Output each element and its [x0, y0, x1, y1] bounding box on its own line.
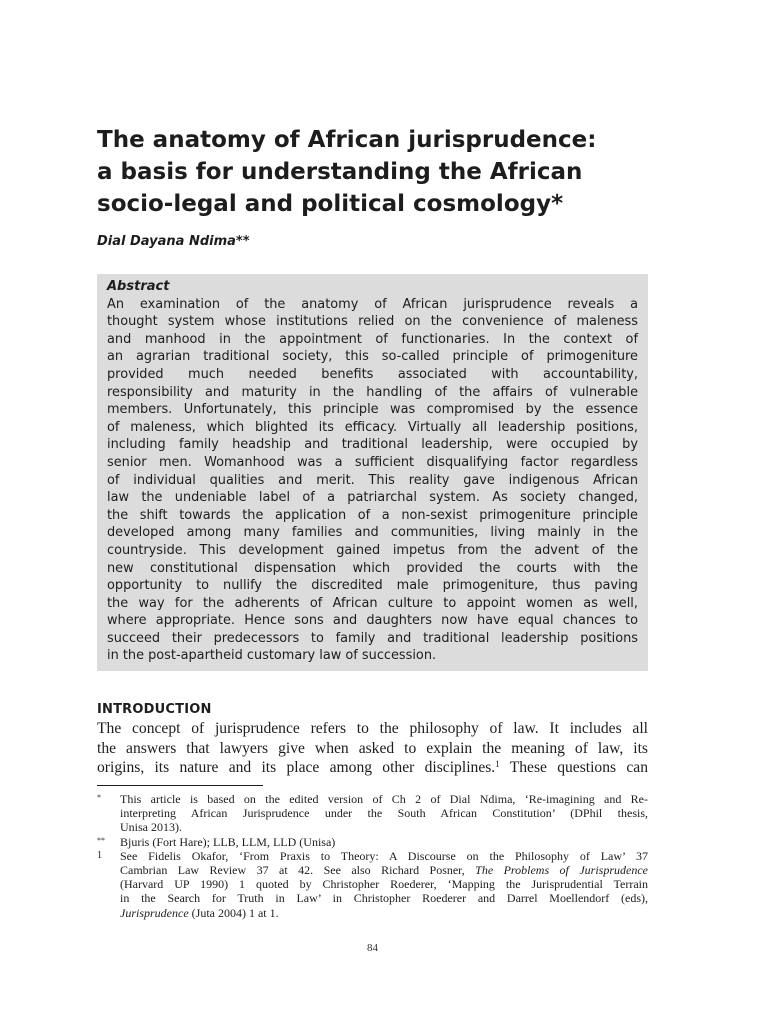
footnote-line	[120, 863, 648, 877]
footnote-line	[120, 906, 648, 920]
footnote-line: Bjuris (Fort Hare); LLB, LLM, LLD (Unisa)	[120, 834, 336, 849]
introduction-text	[97, 719, 648, 778]
abstract-line: an agrarian traditional society, this so-called principle of primogeniture	[107, 349, 638, 365]
footnote-line: in the Search for Truth in Law’ in Christopher Roederer and Darrel Moellendorf (eds),	[120, 891, 648, 906]
abstract-line: members. Unfortunately, this principle was compromised by the essence	[107, 402, 638, 418]
intro-line	[97, 758, 648, 778]
abstract-line: thought system whose institutions relied on the convenience of maleness	[107, 314, 638, 330]
title-line: The anatomy of African jurisprudence:	[97, 127, 597, 153]
cited-book-title: The Problems of Jurisprudence	[475, 863, 648, 878]
footnote-line: interpreting African Jurisprudence under the South African Constitution’ (DPhil thesis,	[120, 806, 648, 821]
intro-line: The concept of jurisprudence refers to the philosophy of law. It includes all	[97, 720, 648, 737]
abstract-line: the way for the adherents of African culture to appoint women as well,	[107, 595, 638, 611]
footnote-1	[97, 792, 648, 835]
intro-line: the answers that lawyers give when asked to explain the meaning of law, its	[97, 739, 648, 757]
abstract-line: of maleness, which blighted its efficacy. Virtually all leadership positions,	[107, 419, 638, 435]
footnote-line: (Harvard UP 1990) 1 quoted by Christopher Roederer, ‘Mapping the Jurisprudential Terrain	[120, 877, 648, 892]
abstract-line: including family headship and traditional leadership, were occupied by	[107, 437, 638, 453]
abstract-line: developed among many families and communities, living mainly in the	[107, 525, 638, 541]
abstract-line: provided much needed benefits associated with accountability,	[107, 366, 638, 382]
abstract-line: new constitutional dispensation which provided the courts with the	[107, 560, 638, 576]
abstract-line: senior men. Womanhood was a sufficient disqualifying factor regardless	[107, 454, 638, 470]
abstract-line: the shift towards the application of a non-sexist primogeniture principle	[107, 507, 638, 523]
footnote-fragment: Cambrian Law Review 37 at 42. See also Richard Posner,	[120, 863, 476, 878]
footnote-mark: *	[97, 793, 101, 802]
footnote-mark: 1	[97, 849, 102, 861]
cited-book-title: Jurisprudence	[120, 905, 189, 920]
abstract-line: and manhood in the appointment of functionaries. In the context of	[107, 331, 638, 347]
abstract-line: countryside. This development gained impetus from the advent of the	[107, 542, 638, 558]
intro-text-fragment: origins, its nature and its place among other disciplines.	[97, 759, 496, 776]
abstract-line: of individual qualities and merit. This reality gave indigenous African	[107, 472, 638, 488]
introduction-heading: INTRODUCTION	[97, 702, 212, 717]
page-number: 84	[367, 942, 378, 954]
footnote-rule	[97, 785, 263, 786]
author-name: Dial Dayana Ndima**	[97, 234, 250, 249]
title-line: socio-legal and political cosmology*	[97, 191, 564, 217]
abstract-line: opportunity to nullify the discredited male primogeniture, thus paving	[107, 578, 638, 594]
abstract-line: An examination of the anatomy of African jurisprudence reveals a	[107, 296, 638, 312]
abstract-text	[107, 296, 638, 665]
abstract-box	[97, 274, 648, 671]
title-line: a basis for understanding the African	[97, 159, 583, 185]
footnotes	[97, 792, 648, 920]
abstract-line: law the undeniable label of a patriarchal system. As society changed,	[107, 490, 638, 506]
footnote-mark: **	[97, 835, 105, 845]
footnote-2	[97, 835, 648, 849]
intro-text-fragment: These questions can	[499, 759, 648, 776]
abstract-heading: Abstract	[107, 279, 170, 294]
footnote-3	[97, 849, 648, 920]
abstract-line: succeed their predecessors to family and traditional leadership positions	[107, 630, 638, 646]
footnote-ref[interactable]: 1	[495, 759, 500, 769]
abstract-line: in the post-apartheid customary law of succession.	[107, 648, 437, 664]
footnote-line: See Fidelis Okafor, ‘From Praxis to Theory: A Discourse on the Philosophy of Law’ 37	[120, 848, 648, 863]
abstract-line: where appropriate. Hence sons and daughters now have equal chances to	[107, 613, 638, 629]
footnote-line: This article is based on the edited version of Ch 2 of Dial Ndima, ‘Re-imagining and Re-	[120, 792, 648, 806]
footnote-line: Unisa 2013).	[120, 820, 182, 835]
article-title	[97, 124, 657, 220]
footnote-fragment: (Juta 2004) 1 at 1.	[188, 905, 279, 920]
abstract-line: responsibility and maturity in the handling of the affairs of vulnerable	[107, 384, 638, 400]
